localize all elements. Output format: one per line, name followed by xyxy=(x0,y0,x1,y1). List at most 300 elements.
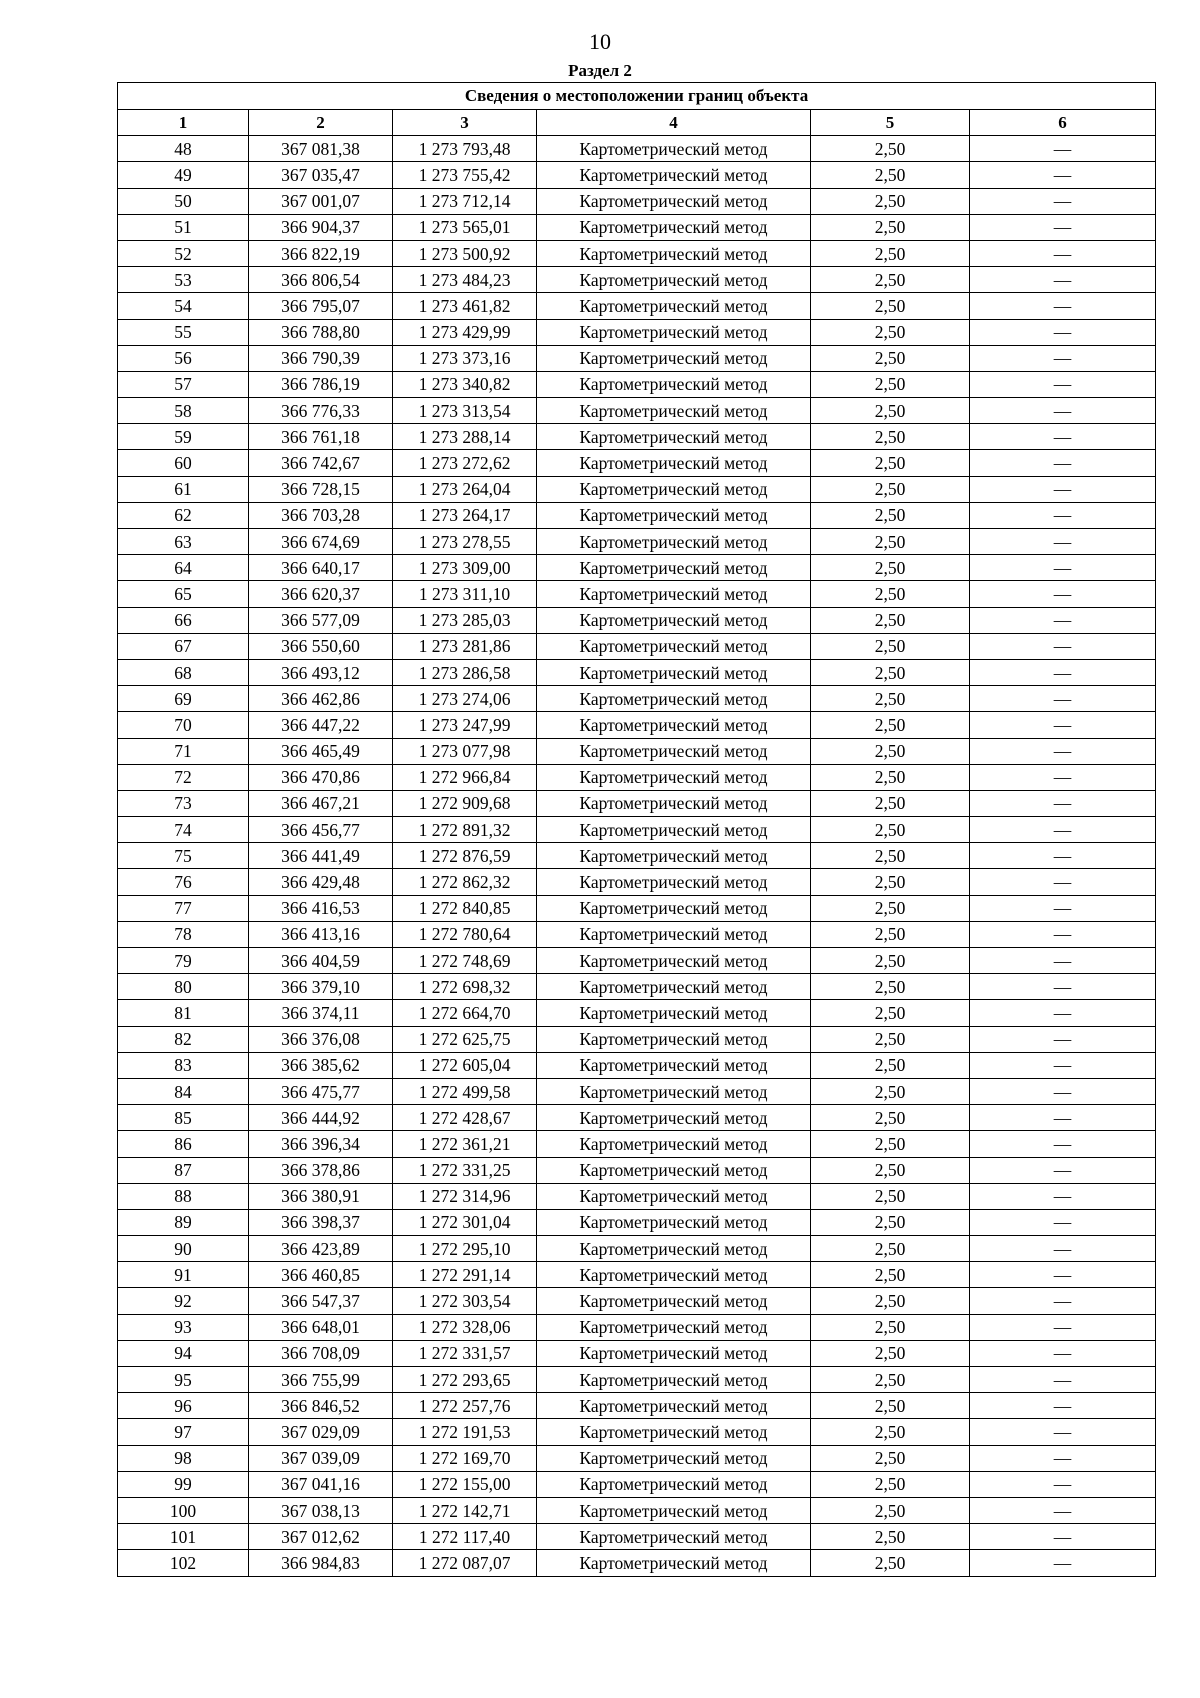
point-number-cell: 82 xyxy=(118,1026,249,1052)
method-cell: Картометрический метод xyxy=(537,1471,811,1497)
column-header-row xyxy=(118,110,1156,136)
y-coordinate-cell: 1 272 361,21 xyxy=(393,1131,537,1157)
point-number-cell: 54 xyxy=(118,293,249,319)
method-cell: Картометрический метод xyxy=(537,738,811,764)
description-cell: — xyxy=(970,371,1156,397)
point-number-cell: 63 xyxy=(118,529,249,555)
accuracy-cell: 2,50 xyxy=(811,1471,970,1497)
accuracy-cell: 2,50 xyxy=(811,1157,970,1183)
table-row xyxy=(118,1262,1156,1288)
table-row xyxy=(118,1157,1156,1183)
point-number-cell: 52 xyxy=(118,240,249,266)
y-coordinate-cell: 1 272 664,70 xyxy=(393,1000,537,1026)
table-row xyxy=(118,581,1156,607)
x-coordinate-cell: 366 456,77 xyxy=(249,817,393,843)
x-coordinate-cell: 366 398,37 xyxy=(249,1209,393,1235)
method-cell: Картометрический метод xyxy=(537,1550,811,1576)
accuracy-cell: 2,50 xyxy=(811,1340,970,1366)
y-coordinate-cell: 1 273 712,14 xyxy=(393,188,537,214)
x-coordinate-cell: 367 029,09 xyxy=(249,1419,393,1445)
description-cell: — xyxy=(970,1419,1156,1445)
method-cell: Картометрический метод xyxy=(537,1419,811,1445)
y-coordinate-cell: 1 273 077,98 xyxy=(393,738,537,764)
method-cell: Картометрический метод xyxy=(537,1262,811,1288)
y-coordinate-cell: 1 272 314,96 xyxy=(393,1183,537,1209)
table-row xyxy=(118,1026,1156,1052)
method-cell: Картометрический метод xyxy=(537,974,811,1000)
table-row xyxy=(118,895,1156,921)
description-cell: — xyxy=(970,1524,1156,1550)
table-row xyxy=(118,1209,1156,1235)
method-cell: Картометрический метод xyxy=(537,659,811,685)
point-number-cell: 86 xyxy=(118,1131,249,1157)
description-cell: — xyxy=(970,502,1156,528)
method-cell: Картометрический метод xyxy=(537,1105,811,1131)
accuracy-cell: 2,50 xyxy=(811,948,970,974)
table-row xyxy=(118,1000,1156,1026)
table-row xyxy=(118,686,1156,712)
description-cell: — xyxy=(970,1445,1156,1471)
x-coordinate-cell: 366 822,19 xyxy=(249,240,393,266)
y-coordinate-cell: 1 273 565,01 xyxy=(393,214,537,240)
description-cell: — xyxy=(970,895,1156,921)
description-cell: — xyxy=(970,1000,1156,1026)
table-row xyxy=(118,398,1156,424)
y-coordinate-cell: 1 273 755,42 xyxy=(393,162,537,188)
accuracy-cell: 2,50 xyxy=(811,1236,970,1262)
table-row xyxy=(118,948,1156,974)
table-row xyxy=(118,1078,1156,1104)
x-coordinate-cell: 366 441,49 xyxy=(249,843,393,869)
y-coordinate-cell: 1 273 461,82 xyxy=(393,293,537,319)
y-coordinate-cell: 1 273 793,48 xyxy=(393,136,537,162)
x-coordinate-cell: 367 081,38 xyxy=(249,136,393,162)
point-number-cell: 51 xyxy=(118,214,249,240)
description-cell: — xyxy=(970,974,1156,1000)
y-coordinate-cell: 1 272 191,53 xyxy=(393,1419,537,1445)
description-cell: — xyxy=(970,1314,1156,1340)
x-coordinate-cell: 366 396,34 xyxy=(249,1131,393,1157)
y-coordinate-cell: 1 273 272,62 xyxy=(393,450,537,476)
table-row xyxy=(118,319,1156,345)
method-cell: Картометрический метод xyxy=(537,136,811,162)
method-cell: Картометрический метод xyxy=(537,502,811,528)
description-cell: — xyxy=(970,659,1156,685)
table-row xyxy=(118,1497,1156,1523)
y-coordinate-cell: 1 273 500,92 xyxy=(393,240,537,266)
table-row xyxy=(118,293,1156,319)
point-number-cell: 55 xyxy=(118,319,249,345)
point-number-cell: 91 xyxy=(118,1262,249,1288)
accuracy-cell: 2,50 xyxy=(811,1288,970,1314)
method-cell: Картометрический метод xyxy=(537,529,811,555)
accuracy-cell: 2,50 xyxy=(811,1262,970,1288)
point-number-cell: 68 xyxy=(118,659,249,685)
table-body xyxy=(118,136,1156,1576)
table-row xyxy=(118,162,1156,188)
y-coordinate-cell: 1 272 780,64 xyxy=(393,921,537,947)
point-number-cell: 75 xyxy=(118,843,249,869)
accuracy-cell: 2,50 xyxy=(811,790,970,816)
y-coordinate-cell: 1 273 311,10 xyxy=(393,581,537,607)
x-coordinate-cell: 367 035,47 xyxy=(249,162,393,188)
x-coordinate-cell: 366 460,85 xyxy=(249,1262,393,1288)
x-coordinate-cell: 366 462,86 xyxy=(249,686,393,712)
table-row xyxy=(118,712,1156,738)
description-cell: — xyxy=(970,1026,1156,1052)
y-coordinate-cell: 1 272 142,71 xyxy=(393,1497,537,1523)
table-row xyxy=(118,764,1156,790)
y-coordinate-cell: 1 272 301,04 xyxy=(393,1209,537,1235)
method-cell: Картометрический метод xyxy=(537,712,811,738)
method-cell: Картометрический метод xyxy=(537,790,811,816)
table-row xyxy=(118,843,1156,869)
description-cell: — xyxy=(970,1105,1156,1131)
column-header-2: 2 xyxy=(249,110,393,136)
description-cell: — xyxy=(970,764,1156,790)
accuracy-cell: 2,50 xyxy=(811,267,970,293)
method-cell: Картометрический метод xyxy=(537,1340,811,1366)
accuracy-cell: 2,50 xyxy=(811,817,970,843)
description-cell: — xyxy=(970,581,1156,607)
description-cell: — xyxy=(970,214,1156,240)
x-coordinate-cell: 366 385,62 xyxy=(249,1052,393,1078)
accuracy-cell: 2,50 xyxy=(811,581,970,607)
table-row xyxy=(118,1393,1156,1419)
description-cell: — xyxy=(970,948,1156,974)
page-number: 10 xyxy=(589,29,611,54)
accuracy-cell: 2,50 xyxy=(811,1314,970,1340)
description-cell: — xyxy=(970,1471,1156,1497)
table-row xyxy=(118,869,1156,895)
x-coordinate-cell: 366 790,39 xyxy=(249,345,393,371)
description-cell: — xyxy=(970,398,1156,424)
y-coordinate-cell: 1 272 331,25 xyxy=(393,1157,537,1183)
point-number-cell: 98 xyxy=(118,1445,249,1471)
method-cell: Картометрический метод xyxy=(537,1236,811,1262)
y-coordinate-cell: 1 273 340,82 xyxy=(393,371,537,397)
x-coordinate-cell: 366 806,54 xyxy=(249,267,393,293)
description-cell: — xyxy=(970,450,1156,476)
method-cell: Картометрический метод xyxy=(537,267,811,293)
method-cell: Картометрический метод xyxy=(537,1445,811,1471)
method-cell: Картометрический метод xyxy=(537,869,811,895)
description-cell: — xyxy=(970,529,1156,555)
point-number-cell: 74 xyxy=(118,817,249,843)
x-coordinate-cell: 366 904,37 xyxy=(249,214,393,240)
x-coordinate-cell: 367 041,16 xyxy=(249,1471,393,1497)
description-cell: — xyxy=(970,1393,1156,1419)
point-number-cell: 69 xyxy=(118,686,249,712)
accuracy-cell: 2,50 xyxy=(811,293,970,319)
x-coordinate-cell: 366 429,48 xyxy=(249,869,393,895)
y-coordinate-cell: 1 272 862,32 xyxy=(393,869,537,895)
method-cell: Картометрический метод xyxy=(537,371,811,397)
point-number-cell: 60 xyxy=(118,450,249,476)
y-coordinate-cell: 1 272 698,32 xyxy=(393,974,537,1000)
table-row xyxy=(118,790,1156,816)
boundary-coordinates-table xyxy=(117,82,1156,1577)
column-header-6: 6 xyxy=(970,110,1156,136)
accuracy-cell: 2,50 xyxy=(811,712,970,738)
method-cell: Картометрический метод xyxy=(537,345,811,371)
accuracy-cell: 2,50 xyxy=(811,607,970,633)
table-row xyxy=(118,738,1156,764)
y-coordinate-cell: 1 272 293,65 xyxy=(393,1367,537,1393)
x-coordinate-cell: 366 577,09 xyxy=(249,607,393,633)
table-row xyxy=(118,1131,1156,1157)
method-cell: Картометрический метод xyxy=(537,555,811,581)
point-number-cell: 83 xyxy=(118,1052,249,1078)
description-cell: — xyxy=(970,1131,1156,1157)
point-number-cell: 100 xyxy=(118,1497,249,1523)
y-coordinate-cell: 1 273 278,55 xyxy=(393,529,537,555)
method-cell: Картометрический метод xyxy=(537,1078,811,1104)
y-coordinate-cell: 1 272 328,06 xyxy=(393,1314,537,1340)
accuracy-cell: 2,50 xyxy=(811,869,970,895)
table-row xyxy=(118,136,1156,162)
x-coordinate-cell: 366 423,89 xyxy=(249,1236,393,1262)
accuracy-cell: 2,50 xyxy=(811,555,970,581)
method-cell: Картометрический метод xyxy=(537,633,811,659)
method-cell: Картометрический метод xyxy=(537,607,811,633)
description-cell: — xyxy=(970,424,1156,450)
x-coordinate-cell: 367 012,62 xyxy=(249,1524,393,1550)
table-row xyxy=(118,188,1156,214)
point-number-cell: 93 xyxy=(118,1314,249,1340)
table-row xyxy=(118,1236,1156,1262)
description-cell: — xyxy=(970,1340,1156,1366)
method-cell: Картометрический метод xyxy=(537,581,811,607)
method-cell: Картометрический метод xyxy=(537,817,811,843)
description-cell: — xyxy=(970,921,1156,947)
method-cell: Картометрический метод xyxy=(537,843,811,869)
accuracy-cell: 2,50 xyxy=(811,424,970,450)
x-coordinate-cell: 366 404,59 xyxy=(249,948,393,974)
table-row xyxy=(118,607,1156,633)
table-row xyxy=(118,502,1156,528)
table-row xyxy=(118,974,1156,1000)
x-coordinate-cell: 366 444,92 xyxy=(249,1105,393,1131)
description-cell: — xyxy=(970,1497,1156,1523)
y-coordinate-cell: 1 272 499,58 xyxy=(393,1078,537,1104)
x-coordinate-cell: 366 467,21 xyxy=(249,790,393,816)
point-number-cell: 66 xyxy=(118,607,249,633)
method-cell: Картометрический метод xyxy=(537,162,811,188)
description-cell: — xyxy=(970,240,1156,266)
x-coordinate-cell: 366 465,49 xyxy=(249,738,393,764)
description-cell: — xyxy=(970,633,1156,659)
accuracy-cell: 2,50 xyxy=(811,371,970,397)
x-coordinate-cell: 366 742,67 xyxy=(249,450,393,476)
table-caption-row xyxy=(118,83,1156,110)
x-coordinate-cell: 366 376,08 xyxy=(249,1026,393,1052)
table-row xyxy=(118,921,1156,947)
accuracy-cell: 2,50 xyxy=(811,1209,970,1235)
description-cell: — xyxy=(970,1183,1156,1209)
table-row xyxy=(118,1471,1156,1497)
y-coordinate-cell: 1 272 169,70 xyxy=(393,1445,537,1471)
y-coordinate-cell: 1 272 303,54 xyxy=(393,1288,537,1314)
point-number-cell: 87 xyxy=(118,1157,249,1183)
method-cell: Картометрический метод xyxy=(537,1026,811,1052)
accuracy-cell: 2,50 xyxy=(811,1524,970,1550)
point-number-cell: 102 xyxy=(118,1550,249,1576)
y-coordinate-cell: 1 273 313,54 xyxy=(393,398,537,424)
table-row xyxy=(118,1419,1156,1445)
x-coordinate-cell: 366 640,17 xyxy=(249,555,393,581)
point-number-cell: 81 xyxy=(118,1000,249,1026)
method-cell: Картометрический метод xyxy=(537,450,811,476)
table-row xyxy=(118,214,1156,240)
description-cell: — xyxy=(970,1157,1156,1183)
method-cell: Картометрический метод xyxy=(537,1367,811,1393)
x-coordinate-cell: 367 039,09 xyxy=(249,1445,393,1471)
table-row xyxy=(118,1445,1156,1471)
method-cell: Картометрический метод xyxy=(537,948,811,974)
x-coordinate-cell: 367 038,13 xyxy=(249,1497,393,1523)
table-row xyxy=(118,1314,1156,1340)
point-number-cell: 95 xyxy=(118,1367,249,1393)
point-number-cell: 71 xyxy=(118,738,249,764)
table-row xyxy=(118,450,1156,476)
point-number-cell: 92 xyxy=(118,1288,249,1314)
x-coordinate-cell: 366 379,10 xyxy=(249,974,393,1000)
method-cell: Картометрический метод xyxy=(537,319,811,345)
x-coordinate-cell: 366 447,22 xyxy=(249,712,393,738)
description-cell: — xyxy=(970,319,1156,345)
point-number-cell: 79 xyxy=(118,948,249,974)
table-row xyxy=(118,240,1156,266)
accuracy-cell: 2,50 xyxy=(811,214,970,240)
x-coordinate-cell: 366 380,91 xyxy=(249,1183,393,1209)
table-row xyxy=(118,529,1156,555)
point-number-cell: 97 xyxy=(118,1419,249,1445)
method-cell: Картометрический метод xyxy=(537,1288,811,1314)
y-coordinate-cell: 1 272 428,67 xyxy=(393,1105,537,1131)
table-row xyxy=(118,1340,1156,1366)
point-number-cell: 67 xyxy=(118,633,249,659)
accuracy-cell: 2,50 xyxy=(811,136,970,162)
point-number-cell: 78 xyxy=(118,921,249,947)
y-coordinate-cell: 1 272 331,57 xyxy=(393,1340,537,1366)
point-number-cell: 90 xyxy=(118,1236,249,1262)
description-cell: — xyxy=(970,1078,1156,1104)
x-coordinate-cell: 366 761,18 xyxy=(249,424,393,450)
point-number-cell: 64 xyxy=(118,555,249,581)
table-row xyxy=(118,659,1156,685)
x-coordinate-cell: 366 413,16 xyxy=(249,921,393,947)
y-coordinate-cell: 1 272 625,75 xyxy=(393,1026,537,1052)
method-cell: Картометрический метод xyxy=(537,1314,811,1340)
description-cell: — xyxy=(970,1550,1156,1576)
y-coordinate-cell: 1 272 748,69 xyxy=(393,948,537,974)
y-coordinate-cell: 1 273 429,99 xyxy=(393,319,537,345)
y-coordinate-cell: 1 273 373,16 xyxy=(393,345,537,371)
point-number-cell: 70 xyxy=(118,712,249,738)
point-number-cell: 76 xyxy=(118,869,249,895)
method-cell: Картометрический метод xyxy=(537,1497,811,1523)
method-cell: Картометрический метод xyxy=(537,424,811,450)
description-cell: — xyxy=(970,162,1156,188)
point-number-cell: 94 xyxy=(118,1340,249,1366)
description-cell: — xyxy=(970,476,1156,502)
description-cell: — xyxy=(970,1367,1156,1393)
x-coordinate-cell: 366 416,53 xyxy=(249,895,393,921)
accuracy-cell: 2,50 xyxy=(811,345,970,371)
accuracy-cell: 2,50 xyxy=(811,738,970,764)
y-coordinate-cell: 1 272 891,32 xyxy=(393,817,537,843)
table-row xyxy=(118,1183,1156,1209)
point-number-cell: 84 xyxy=(118,1078,249,1104)
description-cell: — xyxy=(970,686,1156,712)
table-row xyxy=(118,1367,1156,1393)
column-header-3: 3 xyxy=(393,110,537,136)
accuracy-cell: 2,50 xyxy=(811,1367,970,1393)
description-cell: — xyxy=(970,345,1156,371)
accuracy-cell: 2,50 xyxy=(811,162,970,188)
table-row xyxy=(118,371,1156,397)
accuracy-cell: 2,50 xyxy=(811,319,970,345)
y-coordinate-cell: 1 273 264,04 xyxy=(393,476,537,502)
method-cell: Картометрический метод xyxy=(537,214,811,240)
accuracy-cell: 2,50 xyxy=(811,188,970,214)
y-coordinate-cell: 1 272 087,07 xyxy=(393,1550,537,1576)
accuracy-cell: 2,50 xyxy=(811,843,970,869)
y-coordinate-cell: 1 273 309,00 xyxy=(393,555,537,581)
point-number-cell: 65 xyxy=(118,581,249,607)
description-cell: — xyxy=(970,790,1156,816)
x-coordinate-cell: 366 795,07 xyxy=(249,293,393,319)
y-coordinate-cell: 1 272 257,76 xyxy=(393,1393,537,1419)
column-header-1: 1 xyxy=(118,110,249,136)
point-number-cell: 99 xyxy=(118,1471,249,1497)
x-coordinate-cell: 366 470,86 xyxy=(249,764,393,790)
table-row xyxy=(118,267,1156,293)
accuracy-cell: 2,50 xyxy=(811,1497,970,1523)
y-coordinate-cell: 1 272 840,85 xyxy=(393,895,537,921)
table-row xyxy=(118,817,1156,843)
method-cell: Картометрический метод xyxy=(537,1524,811,1550)
y-coordinate-cell: 1 273 281,86 xyxy=(393,633,537,659)
accuracy-cell: 2,50 xyxy=(811,1026,970,1052)
y-coordinate-cell: 1 272 291,14 xyxy=(393,1262,537,1288)
y-coordinate-cell: 1 273 247,99 xyxy=(393,712,537,738)
description-cell: — xyxy=(970,555,1156,581)
point-number-cell: 49 xyxy=(118,162,249,188)
table-caption: Сведения о местоположении границ объекта xyxy=(118,83,1156,110)
accuracy-cell: 2,50 xyxy=(811,529,970,555)
description-cell: — xyxy=(970,1236,1156,1262)
method-cell: Картометрический метод xyxy=(537,293,811,319)
x-coordinate-cell: 366 708,09 xyxy=(249,1340,393,1366)
y-coordinate-cell: 1 273 285,03 xyxy=(393,607,537,633)
column-header-4: 4 xyxy=(537,110,811,136)
accuracy-cell: 2,50 xyxy=(811,764,970,790)
y-coordinate-cell: 1 273 274,06 xyxy=(393,686,537,712)
description-cell: — xyxy=(970,1209,1156,1235)
x-coordinate-cell: 366 620,37 xyxy=(249,581,393,607)
accuracy-cell: 2,50 xyxy=(811,1550,970,1576)
x-coordinate-cell: 366 846,52 xyxy=(249,1393,393,1419)
method-cell: Картометрический метод xyxy=(537,1209,811,1235)
point-number-cell: 77 xyxy=(118,895,249,921)
method-cell: Картометрический метод xyxy=(537,188,811,214)
table-row xyxy=(118,1105,1156,1131)
method-cell: Картометрический метод xyxy=(537,398,811,424)
point-number-cell: 85 xyxy=(118,1105,249,1131)
point-number-cell: 72 xyxy=(118,764,249,790)
